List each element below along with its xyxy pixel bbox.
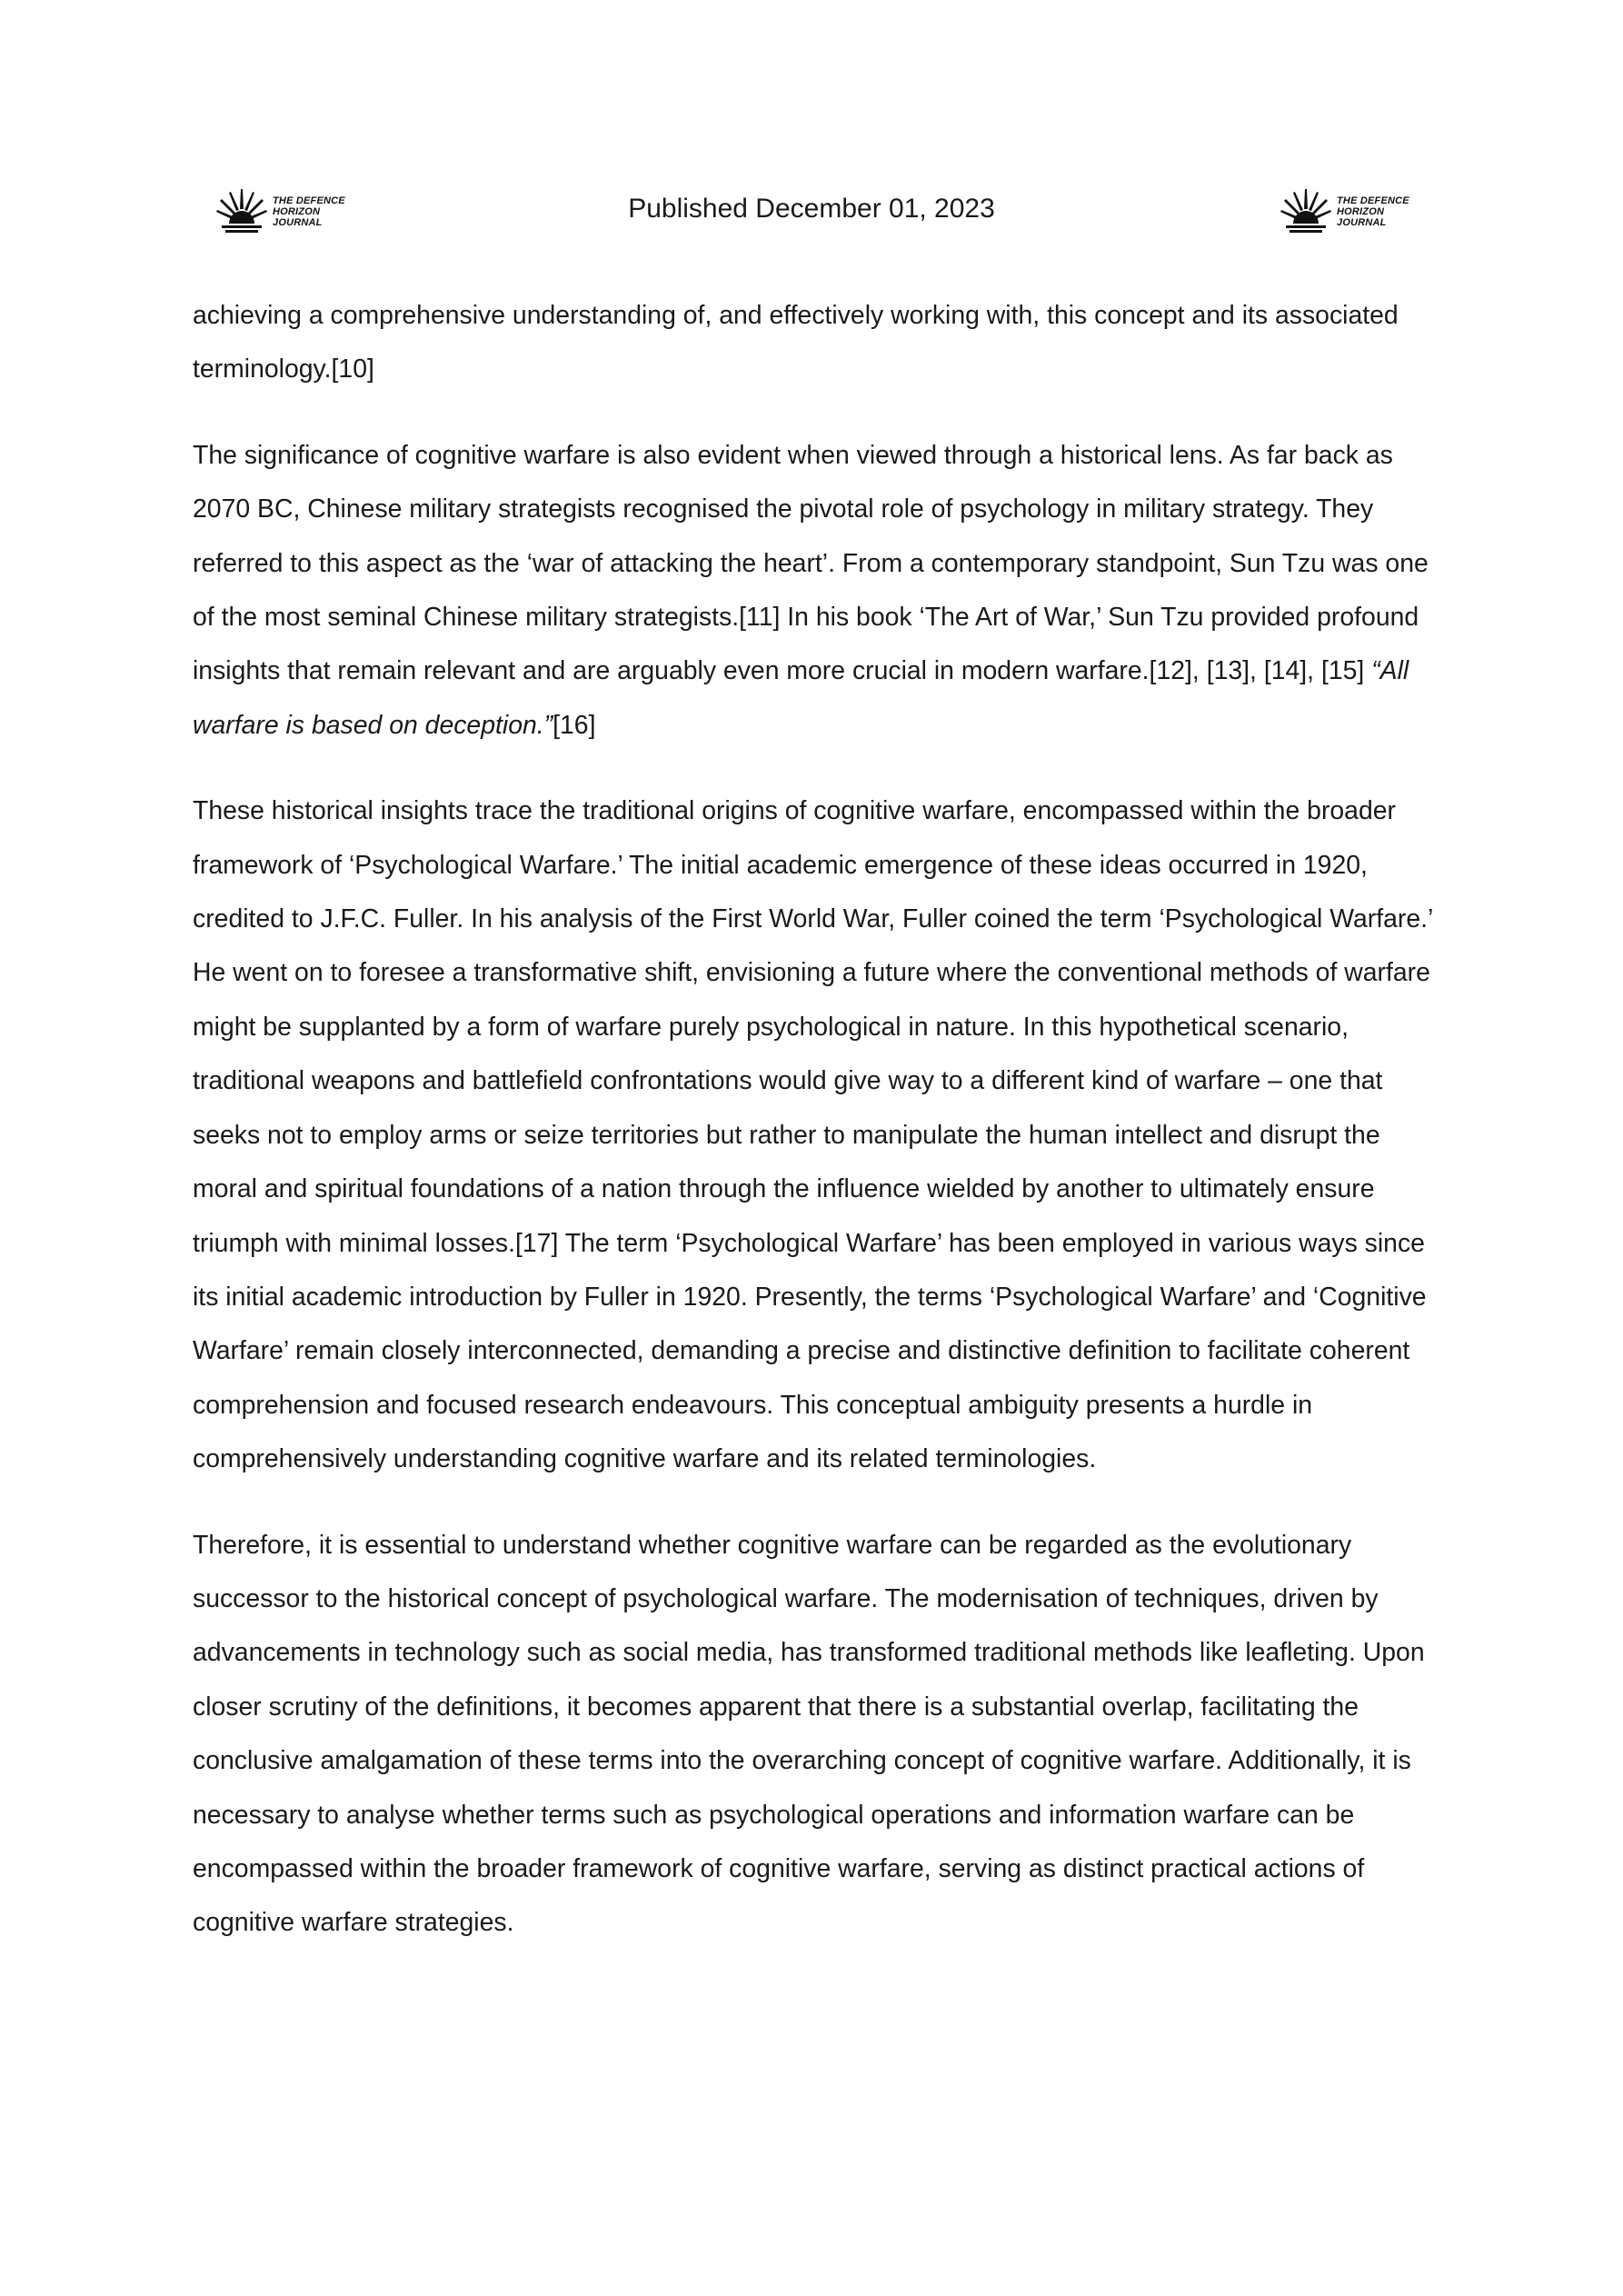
logo-line-2: HORIZON <box>1337 206 1385 217</box>
logo-line-1: THE DEFENCE <box>1337 195 1409 206</box>
paragraph-1: achieving a comprehensive understanding of, and effectively working with, this concept and its associated terminology.[10] <box>193 301 1399 384</box>
paragraph-4: Therefore, it is essential to understand whether cognitive warfare can be regarded as the evolutionary successor to the historical concept of psychological warfare. The modernisation of techniques, driven by advancements in technology such as social media, has transformed traditional methods like leafleting. Upon closer scrutiny of the definitions, it becomes apparent that there is a substantial overlap, facilitating the conclusive amalgamation of these terms into the overarching concept of cognitive warfare. Additionally, it is necessary to analyse whether terms such as psychological operations and information warfare can be encompassed within the broader framework of cognitive warfare, serving as distinct practical actions of cognitive warfare strategies. <box>193 1530 1425 1938</box>
published-date: Published December 01, 2023 <box>628 194 995 224</box>
logo-line-3: JOURNAL <box>273 217 323 228</box>
journal-logo-right <box>1280 187 1409 236</box>
logo-line-1: THE DEFENCE <box>273 195 345 206</box>
article-body <box>193 289 1447 1982</box>
paragraph-2 <box>193 429 1447 753</box>
sunburst-logo-icon <box>1280 187 1331 236</box>
deception-quote: “All warfare is based on deception.” <box>193 656 1409 740</box>
paragraph-2-text: The significance of cognitive warfare is also evident when viewed through a historical lens. As far back as 2070 BC, Chinese military strategists recognised the pivotal role of psychology in military strategy. They referred to this aspect as the ‘war of attacking the heart’. From a contemporary standpoint, Sun Tzu was one of the most seminal Chinese military strategists.[11] In his book ‘The Art of War,’ Sun Tzu provided profound insights that remain relevant and are arguably even more crucial in modern warfare.[12], [13], [14], [15] <box>193 440 1429 686</box>
reference-16: [16] <box>553 710 596 740</box>
logo-line-2: HORIZON <box>273 206 321 217</box>
logo-line-3: JOURNAL <box>1337 217 1387 228</box>
page-header <box>0 182 1623 245</box>
logo-wordmark <box>1337 195 1409 228</box>
paragraph-3: These historical insights trace the traditional origins of cognitive warfare, encompassed within the broader framework of ‘Psychological Warfare.’ The initial academic emergence of these ideas occurred in 1920, credited to J.F.C. Fuller. In his analysis of the First World War, Fuller coined the term ‘Psychological Warfare.’ He went on to foresee a transformative shift, envisioning a future where the conventional methods of warfare might be supplanted by a form of warfare purely psychological in nature. In this hypothetical scenario, traditional weapons and battlefield confrontations would give way to a different kind of warfare – one that seeks not to employ arms or seize territories but rather to manipulate the human intellect and disrupt the moral and spiritual foundations of a nation through the influence wielded by another to ultimately ensure triumph with minimal losses.[17] The term ‘Psychological Warfare’ has been employed in various ways since its initial academic introduction by Fuller in 1920. Presently, the terms ‘Psychological Warfare’ and ‘Cognitive Warfare’ remain closely interconnected, demanding a precise and distinctive definition to facilitate coherent comprehension and focused research endeavours. This conceptual ambiguity presents a hurdle in comprehensively understanding cognitive warfare and its related terminologies. <box>193 796 1433 1474</box>
